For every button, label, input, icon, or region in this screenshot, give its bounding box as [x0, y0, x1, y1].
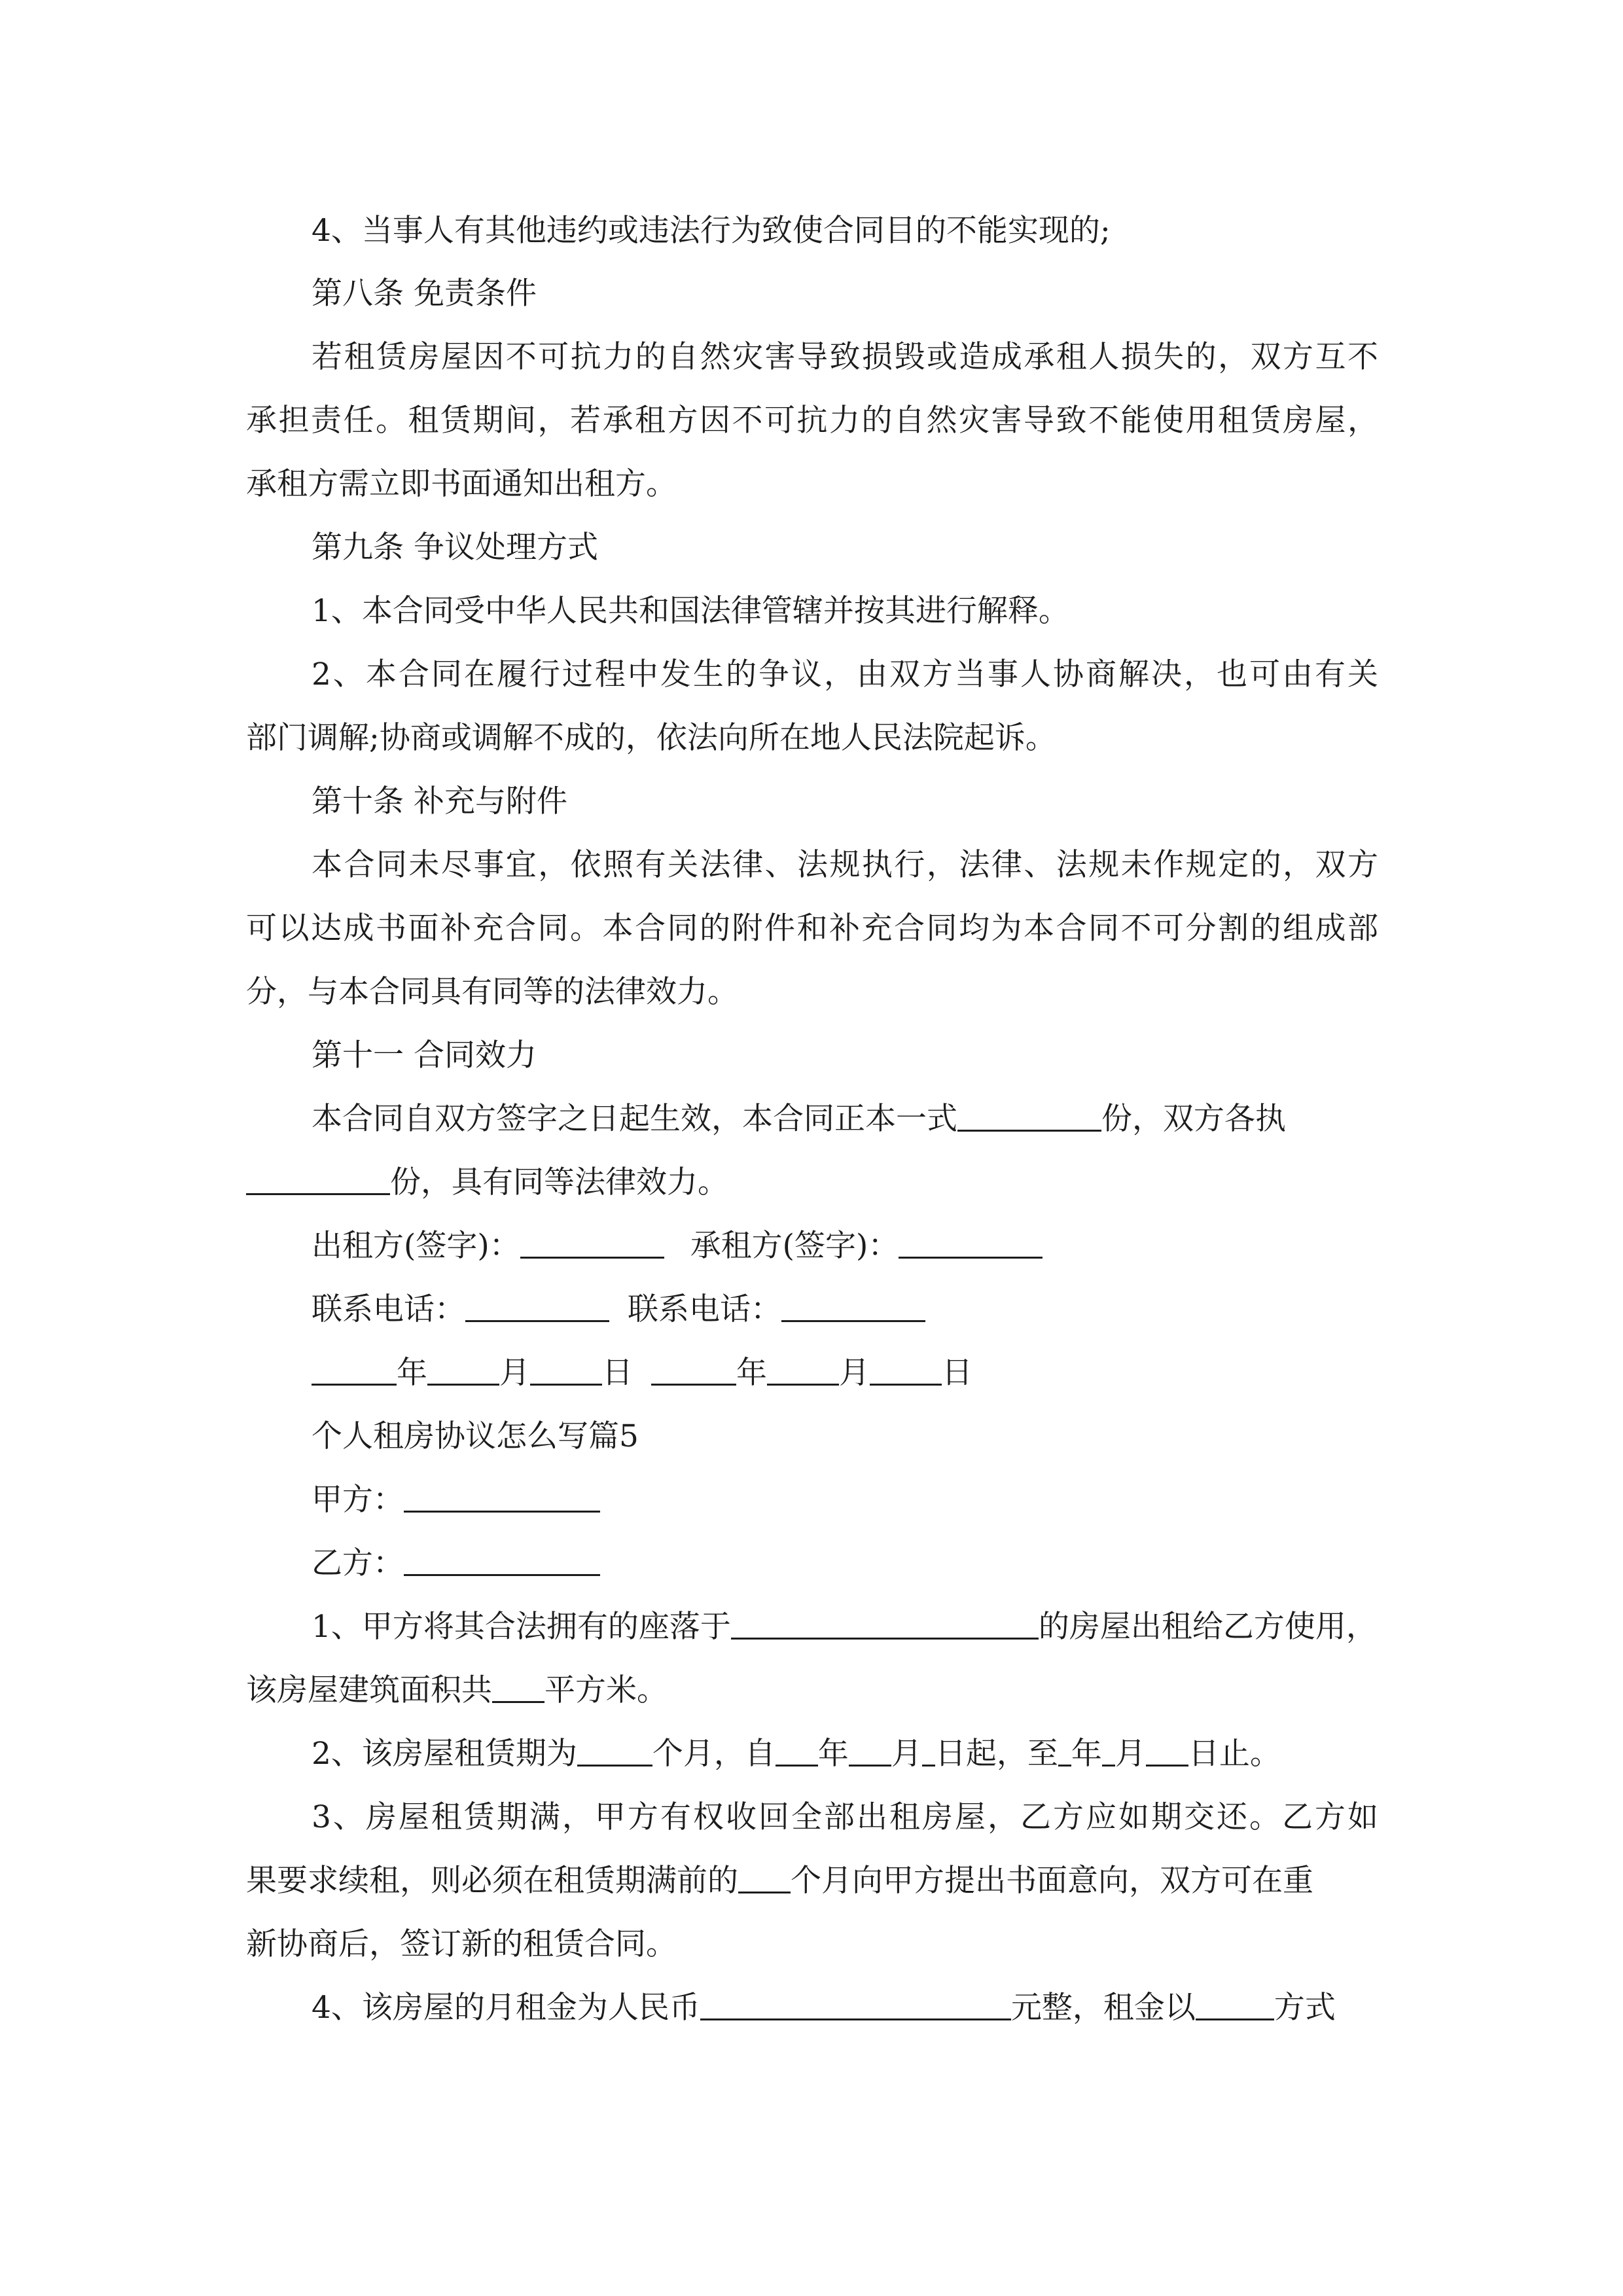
start-month-blank[interactable] [849, 1736, 891, 1767]
notice-months-blank[interactable] [738, 1863, 791, 1893]
lessee-phone-blank[interactable] [781, 1291, 925, 1322]
phone-line: 联系电话： 联系电话： [246, 1278, 1378, 1341]
payment-method-blank[interactable] [1196, 1990, 1274, 2020]
signature-line: 出租方(签字)： 承租方(签字)： [246, 1214, 1378, 1278]
end-month-blank[interactable] [1102, 1736, 1115, 1767]
clause-4: 4、该房屋的月租金为人民币 元整，租金以 方式 [312, 1990, 1336, 2026]
article-10-body: 本合同未尽事宜，依照有关法律、法规执行，法律、法规未作规定的，双方 可以达成书面补充合同。本合同的附件和补充合同均为本合同不可分割的组成部 分，与本合同具有同等的法律效力。 [246, 847, 1378, 1010]
lessor-signature-blank[interactable] [520, 1228, 664, 1259]
article-11-heading: 第十一 合同效力 [312, 1037, 537, 1073]
start-day-blank[interactable] [922, 1736, 935, 1767]
section-5-title: 个人租房协议怎么写篇5 [312, 1418, 639, 1454]
article-8-heading: 第八条 免责条件 [312, 276, 537, 312]
end-year-blank[interactable] [1058, 1736, 1071, 1767]
property-location-blank[interactable] [731, 1609, 1039, 1640]
clause-2: 2、该房屋租赁期为 个月，自 年 月 日起，至 年 月 日止。 [312, 1736, 1281, 1772]
lessor-month-blank[interactable] [427, 1355, 499, 1386]
party-b-blank[interactable] [404, 1545, 600, 1576]
lessee-year-blank[interactable] [651, 1355, 736, 1386]
months-blank[interactable] [577, 1736, 652, 1767]
copies-each-blank[interactable] [246, 1164, 390, 1195]
date-line: 年 月 日 年 月 日 [246, 1341, 1378, 1405]
lessor-phone-blank[interactable] [465, 1291, 609, 1322]
clause-1: 1、甲方将其合法拥有的座落于 的房屋出租给乙方使用， 该房屋建筑面积共 平方米。 [246, 1609, 1377, 1708]
article-9-item-1: 1、本合同受中华人民共和国法律管辖并按其进行解释。 [312, 593, 1069, 629]
lessor-day-blank[interactable] [530, 1355, 602, 1386]
contract-page [246, 0, 1378, 2296]
article-9-item-2: 2、本合同在履行过程中发生的争议，由双方当事人协商解决，也可由有关 部门调解;协商或调解不成的，依法向所在地人民法院起诉。 [246, 656, 1378, 756]
clause-3: 3、房屋租赁期满，甲方有权收回全部出租房屋，乙方应如期交还。乙方如 果要求续租，则必须在租赁期满前的 个月向甲方提出书面意向，双方可在重 新协商后，签订新的租赁合同。 [246, 1799, 1378, 1962]
clause-7-item-4: 4、当事人有其他违约或违法行为致使合同目的不能实现的; [312, 213, 1111, 249]
lessor-year-blank[interactable] [312, 1355, 397, 1386]
area-blank[interactable] [492, 1672, 544, 1703]
monthly-rent-blank[interactable] [700, 1990, 1011, 2020]
article-10-heading: 第十条 补充与附件 [312, 783, 567, 819]
lessee-signature-blank[interactable] [899, 1228, 1043, 1259]
party-a-blank[interactable] [404, 1482, 600, 1513]
start-year-blank[interactable] [776, 1736, 818, 1767]
article-11-body: 本合同自双方签字之日起生效，本合同正本一式 份，双方各执 份，具有同等法律效力。 [246, 1087, 1378, 1214]
party-b-line: 乙方： [246, 1532, 1378, 1595]
end-day-blank[interactable] [1146, 1736, 1188, 1767]
article-9-heading: 第九条 争议处理方式 [312, 529, 598, 565]
party-a-line: 甲方： [246, 1468, 1378, 1532]
article-8-body: 若租赁房屋因不可抗力的自然灾害导致损毁或造成承租人损失的，双方互不 承担责任。租赁期间，若承租方因不可抗力的自然灾害导致不能使用租赁房屋， 承租方需立即书面通知出租方。 [246, 339, 1378, 502]
copies-total-blank[interactable] [957, 1101, 1101, 1132]
lessee-day-blank[interactable] [870, 1355, 942, 1386]
lessee-month-blank[interactable] [767, 1355, 839, 1386]
